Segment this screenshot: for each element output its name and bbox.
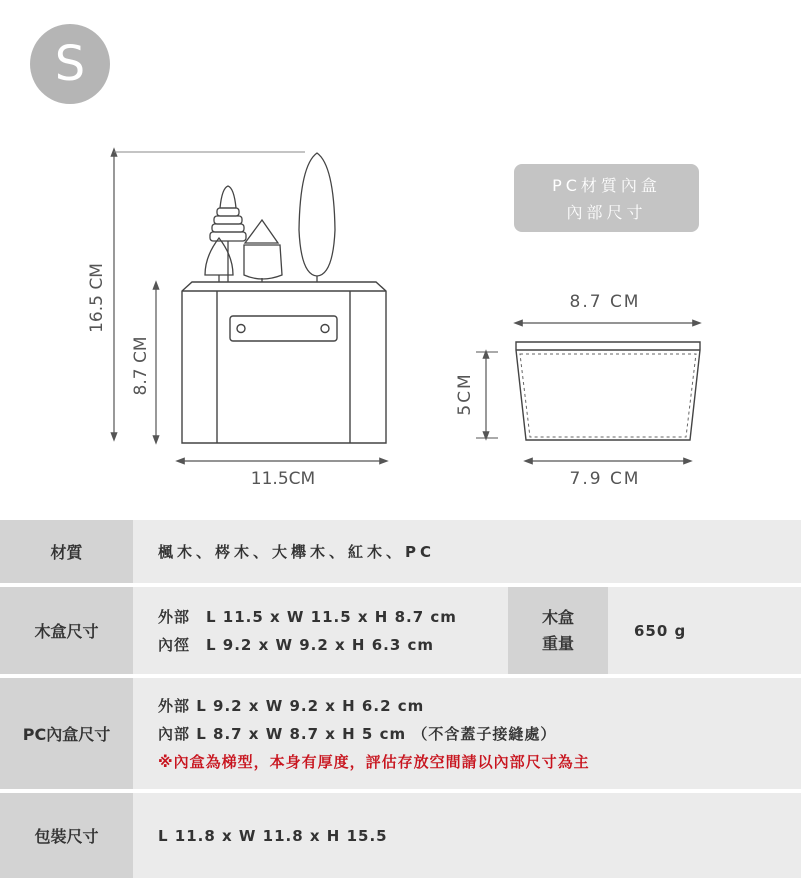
spec-value-material: 楓木、梣木、大櫸木、紅木、PC <box>158 542 436 561</box>
spec-value-package: L 11.8 x W 11.8 x H 15.5 <box>158 826 388 845</box>
spec-row-package <box>0 793 801 878</box>
wooden-box-drawing <box>182 282 386 443</box>
spec-row-wood-box <box>0 587 801 674</box>
weight-label-line1: 木盒 <box>541 607 574 627</box>
pc-inner-box-drawing <box>516 342 700 440</box>
inner-top-width-label: 8.7 CM <box>569 292 641 312</box>
spec-label-weight <box>508 587 608 674</box>
total-height-label: 16.5 CM <box>87 263 107 333</box>
tree-figures <box>205 153 335 282</box>
spec-row-material <box>0 520 801 583</box>
pc-inner-box-label <box>514 164 699 232</box>
weight-label-line2: 重量 <box>541 633 574 653</box>
inner-bottom-width-label: 7.9 CM <box>569 469 641 489</box>
size-badge: S <box>30 24 110 104</box>
spec-label-package: 包裝尺寸 <box>0 793 133 878</box>
spec-pc-box-note: ※內盒為梯型，本身有厚度，評估存放空間請以內部尺寸為主 <box>158 752 590 771</box>
spec-label-material: 材質 <box>0 520 133 583</box>
spec-pc-box-outer: 外部 L 9.2 x W 9.2 x H 6.2 cm <box>158 696 425 715</box>
spec-wood-box-inner: 內徑 L 9.2 x W 9.2 x H 6.3 cm <box>158 635 435 654</box>
spec-label-pc-box: PC內盒尺寸 <box>0 678 133 789</box>
pc-label-line2: 內部尺寸 <box>566 203 647 222</box>
spec-wood-box-outer: 外部 L 11.5 x W 11.5 x H 8.7 cm <box>158 607 457 626</box>
box-width-label: 11.5CM <box>250 469 316 489</box>
pc-label-line1: PC材質內盒 <box>552 176 661 195</box>
spec-label-wood-box: 木盒尺寸 <box>0 587 133 674</box>
spec-row-pc-box <box>0 678 801 789</box>
box-height-label: 8.7 CM <box>131 336 151 396</box>
spec-value-weight: 650 g <box>634 621 687 640</box>
inner-height-label: 5CM <box>455 372 475 416</box>
spec-pc-box-inner: 內部 L 8.7 x W 8.7 x H 5 cm （不含蓋子接縫處） <box>158 724 557 743</box>
